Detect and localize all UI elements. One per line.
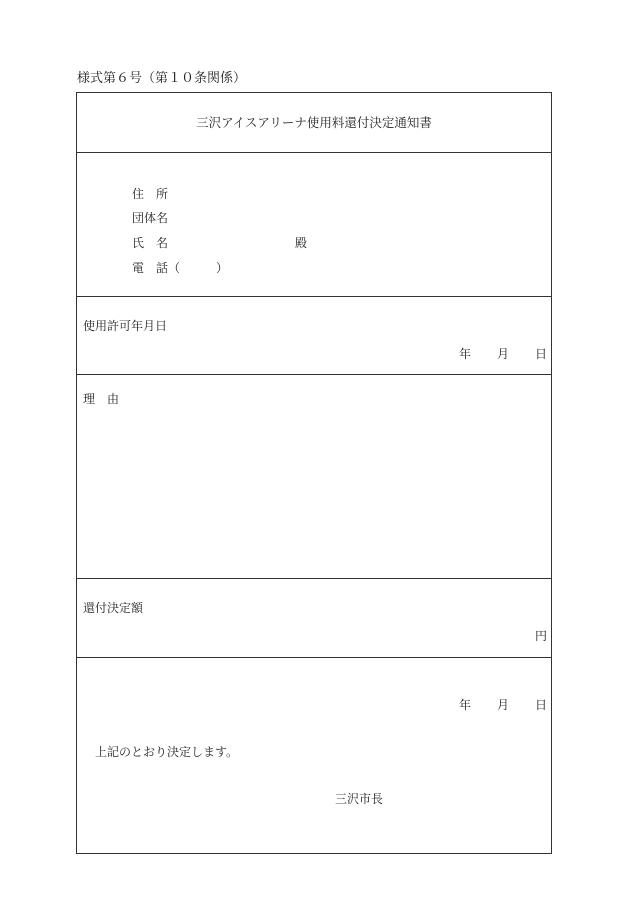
notice-form [76, 92, 552, 854]
decision-month: 月 [497, 698, 510, 712]
reason-label-char-1: 理 [83, 392, 96, 406]
permit-day: 日 [535, 347, 548, 361]
name-label-char-2: 名 [156, 236, 169, 250]
name-label [132, 235, 168, 251]
phone-close-paren: ） [216, 261, 229, 275]
permit-date-label: 使用許可年月日 [83, 319, 168, 333]
address-label-char-1: 住 [132, 187, 145, 201]
phone-open-paren: （ [168, 261, 181, 275]
reason-label-char-2: 由 [107, 392, 120, 406]
group-label: 団体名 [132, 211, 169, 225]
name-label-char-1: 氏 [132, 236, 145, 250]
document-title: 三沢アイスアリーナ使用料還付決定通知書 [196, 115, 432, 130]
yen-unit: 円 [535, 629, 548, 643]
applicant-section [77, 153, 551, 297]
phone-label [132, 260, 228, 276]
refund-section [77, 579, 551, 658]
address-label [132, 186, 168, 202]
honorific: 殿 [295, 236, 308, 250]
form-number: 様式第６号（第１０条関係） [77, 71, 247, 86]
permit-month: 月 [497, 347, 510, 361]
decision-day: 日 [535, 698, 548, 712]
phone-label-char-1: 電 [132, 261, 145, 275]
refund-label: 還付決定額 [83, 601, 144, 615]
decision-section [77, 658, 551, 853]
title-section [77, 93, 551, 153]
phone-label-char-2: 話 [156, 261, 169, 275]
permit-year: 年 [459, 347, 472, 361]
reason-label [83, 391, 119, 407]
issuer-name: 三沢市長 [335, 792, 384, 806]
permit-date-section [77, 297, 551, 375]
reason-section [77, 375, 551, 579]
decision-year: 年 [459, 698, 472, 712]
decision-statement: 上記のとおり決定します。 [95, 745, 239, 759]
address-label-char-2: 所 [156, 187, 169, 201]
